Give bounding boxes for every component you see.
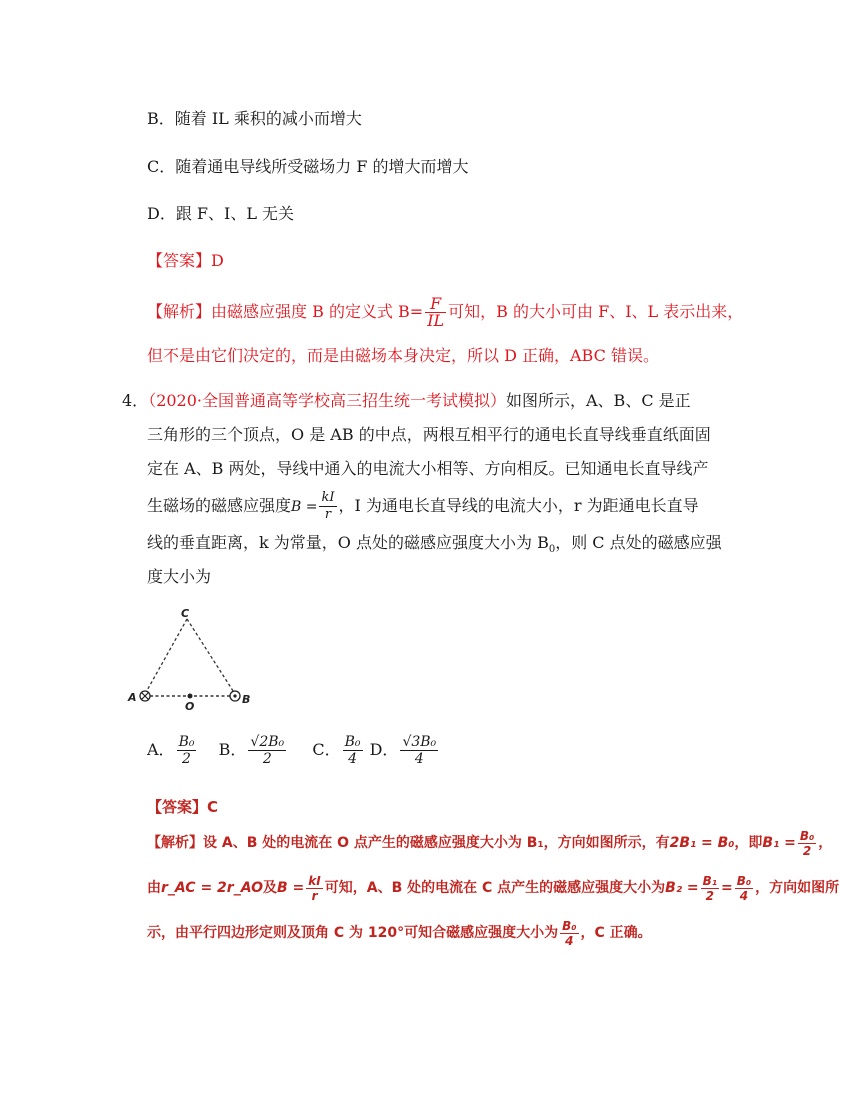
- equation: B₁ =: [762, 835, 796, 851]
- label-b: B: [242, 693, 251, 706]
- option-b: B．随着 IL 乘积的减小而增大: [147, 109, 362, 128]
- fraction-numerator: B₀: [178, 734, 195, 750]
- analysis-label: 【解析】: [147, 835, 203, 851]
- option-c-value: [343, 734, 363, 767]
- option-d-label: D．: [369, 740, 399, 759]
- analysis-text-1: 由磁感应强度 B 的定义式 B=: [211, 302, 424, 321]
- answer-label: 【答案】: [147, 251, 212, 270]
- question-source: （2020·全国普通高等学校高三招生统一考试模拟）: [148, 391, 506, 410]
- fraction-numerator: kI: [321, 490, 335, 505]
- fraction: [798, 829, 816, 858]
- fraction-numerator: kI: [308, 873, 321, 888]
- answer-q3: [147, 250, 224, 272]
- analysis-text: 设 A、B 处的电流在 O 点产生的磁感应强度大小为 B₁，方向如图所示，有: [203, 835, 670, 851]
- fraction-numerator: B₀: [736, 873, 752, 888]
- fraction-denominator: 2: [705, 888, 714, 903]
- subscript: 0: [548, 544, 556, 556]
- answer-value: D: [211, 251, 224, 270]
- fraction-denominator: 4: [739, 888, 749, 903]
- question-4-line1: [122, 390, 691, 412]
- answer-q4: [147, 796, 218, 818]
- option-b-label: B．: [218, 740, 247, 759]
- question-4-line6: 度大小为: [147, 567, 212, 586]
- answer-label: 【答案】: [147, 798, 208, 816]
- equation: 2B₁ = B₀: [669, 835, 735, 851]
- analysis-text-2: 可知，B 的大小可由 F、I、L 表示出来，: [448, 302, 744, 321]
- fraction-numerator: √2B₀: [250, 734, 285, 750]
- equation: B₂ =: [665, 880, 699, 896]
- question-text: 生磁场的磁感应强度: [147, 496, 292, 515]
- option-a-label: A．: [147, 740, 175, 759]
- option-d: D．跟 F、I、L 无关: [147, 204, 295, 223]
- question-text: 线的垂直距离，k 为常量，O 点处的磁感应强度大小为 B: [147, 533, 549, 552]
- analysis-text: ，C 正确。: [580, 925, 652, 941]
- fraction-denominator: r: [324, 507, 332, 522]
- fraction: [735, 874, 753, 903]
- question-text: ，则 C 点处的磁感应强: [555, 533, 722, 552]
- side-cb: [187, 619, 235, 694]
- equation: r_AC = 2r_AO: [161, 880, 264, 896]
- analysis-text: 示，由平行四边形定则及顶角 C 为 120°可知合磁感应强度大小为: [147, 925, 559, 941]
- fraction-denominator: 2: [262, 751, 272, 767]
- analysis-text: 及: [263, 880, 278, 896]
- fraction-numerator: B₀: [562, 918, 577, 933]
- fraction: [560, 919, 578, 948]
- question-4-options: [147, 730, 440, 770]
- fraction-denominator: 2: [802, 843, 812, 858]
- analysis-text: ，: [818, 835, 833, 851]
- fraction-numerator: B₀: [344, 734, 361, 750]
- label-c: C: [181, 607, 190, 620]
- analysis-q4-line3: [147, 917, 652, 950]
- question-number: 4．: [122, 391, 149, 410]
- definition-fraction: [425, 296, 446, 329]
- analysis-q4-line2: [147, 872, 839, 905]
- answer-value: C: [207, 798, 219, 816]
- side-ca: [145, 619, 187, 694]
- fraction-denominator: 4: [565, 933, 574, 948]
- fraction-denominator: 2: [182, 751, 191, 767]
- fraction-denominator: 4: [414, 751, 424, 767]
- fraction: [306, 874, 322, 903]
- option-a-value: [177, 734, 197, 767]
- current-out-of-page-icon: [230, 691, 240, 701]
- analysis-text: 可知，A、B 处的电流在 C 点产生的磁感应强度大小为: [324, 880, 666, 896]
- option-b-value: [248, 734, 286, 767]
- fraction-denominator: r: [311, 888, 318, 903]
- question-4-line2: 三角形的三个顶点，O 是 AB 的中点，两根互相平行的通电长直导线垂直纸面固: [147, 425, 711, 444]
- fraction: [701, 874, 719, 903]
- analysis-text: 由: [147, 880, 161, 896]
- fraction-numerator: F: [425, 296, 446, 313]
- label-a: A: [128, 691, 137, 704]
- question-text: 如图所示，A、B、C 是正: [506, 391, 691, 410]
- formula-lhs: B =: [291, 499, 318, 515]
- fraction-numerator: √3B₀: [402, 734, 437, 750]
- question-4-line3: 定在 A、B 两处，导线中通入的电流大小相等、方向相反。已知通电长直导线产: [147, 459, 709, 478]
- analysis-text: ，方向如图所: [755, 880, 840, 896]
- question-4-line4: [147, 486, 699, 526]
- analysis-q3-line2: 但不是由它们决定的，而是由磁场本身决定，所以 D 正确，ABC 错误。: [147, 346, 659, 365]
- label-o: O: [185, 700, 195, 713]
- question-4-line5: [147, 532, 722, 561]
- analysis-q3-line1: [147, 290, 743, 334]
- analysis-text: ，即: [734, 835, 763, 851]
- option-c: C．随着通电导线所受磁场力 F 的增大而增大: [147, 157, 469, 176]
- question-text: ，I 为通电长直导线的电流大小，r 为距通电长直导: [338, 496, 699, 515]
- fraction-denominator: IL: [427, 311, 445, 330]
- analysis-q4-line1: [147, 827, 832, 860]
- option-d-value: [400, 734, 438, 767]
- equation: B =: [277, 880, 305, 896]
- analysis-label: 【解析】: [147, 302, 212, 321]
- fraction-numerator: B₀: [799, 828, 815, 843]
- current-into-page-icon: [140, 691, 150, 701]
- triangle-figure: [125, 605, 275, 715]
- option-c-label: C．: [312, 740, 341, 759]
- formula-fraction: [319, 490, 336, 523]
- fraction-numerator: B₁: [702, 873, 717, 888]
- fraction-denominator: 4: [348, 751, 357, 767]
- equation: =: [720, 880, 733, 896]
- midpoint-o-dot: [188, 694, 193, 699]
